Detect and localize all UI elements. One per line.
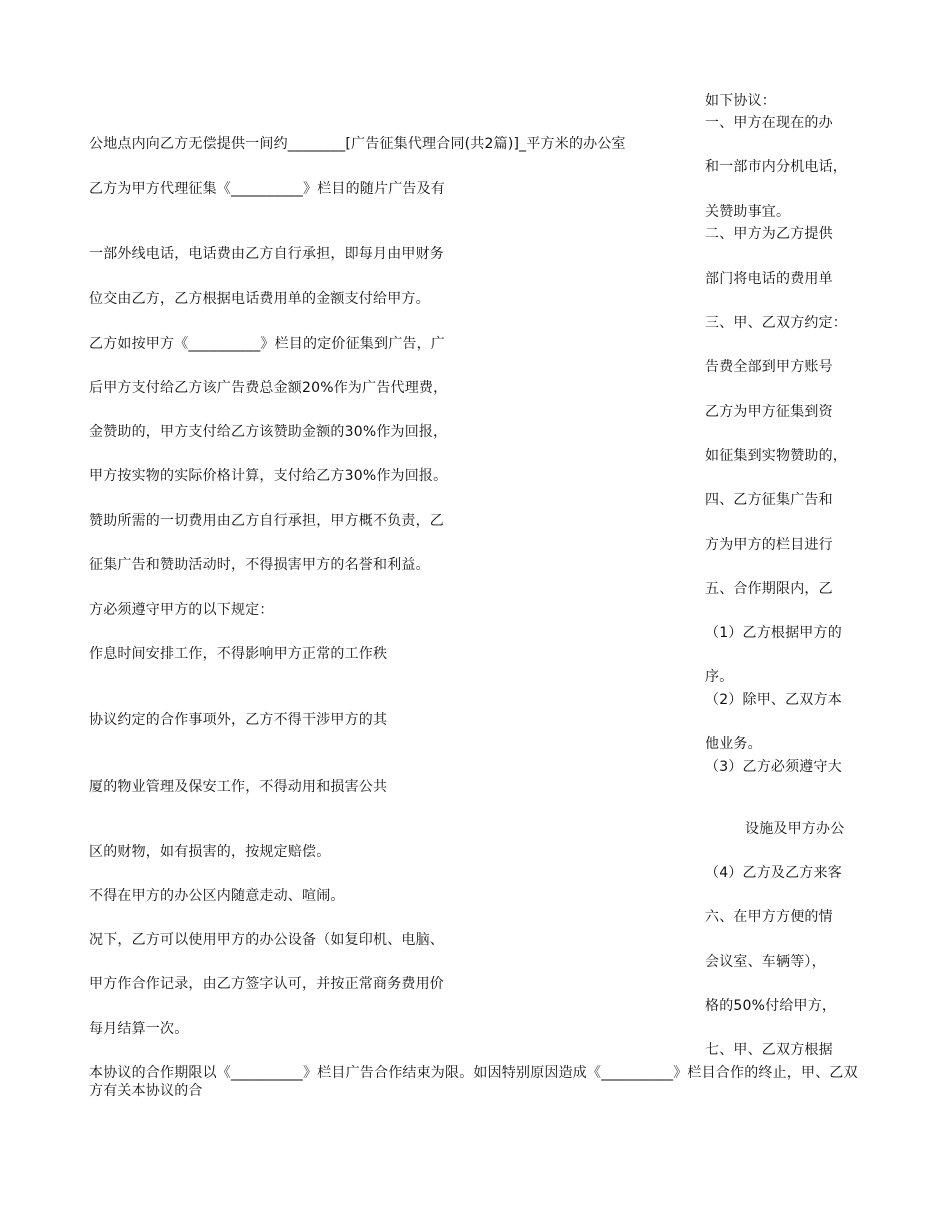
left-line-18: 甲方作合作记录，由乙方签字认可，并按正常商务费用价 [89,976,444,992]
right-line-17: 他业务。 [705,736,762,752]
right-line-19: 设施及甲方办公 [745,821,845,837]
left-line-11: 方必须遵守甲方的以下规定： [89,602,274,618]
left-line-19: 每月结算一次。 [89,1021,189,1037]
right-line-3: 和一部市内分机电话， [705,159,847,175]
left-line-8: 甲方按实物的实际价格计算，支付给乙方30%作为回报。 [89,468,448,484]
right-line-4: 关赞助事宜。 [705,204,791,220]
right-line-15: 序。 [705,669,734,685]
right-line-9: 乙方为甲方征集到资 [705,404,833,420]
right-line-1: 如下协议： [705,93,776,109]
left-line-20: 本协议的合作期限以《__________》栏目广告合作结束为限。如因特别原因造成《__________》栏目合作的终止，甲、乙双方有关本协议的合 [89,1065,858,1099]
right-line-8: 告费全部到甲方账号 [705,359,833,375]
right-line-12: 方为甲方的栏目进行 [705,537,833,553]
left-line-1: 公地点内向乙方无偿提供一间约________[广告征集代理合同(共2篇)]_平方米的办公室 [89,136,626,152]
left-line-13: 协议约定的合作事项外，乙方不得干涉甲方的其 [89,712,388,728]
left-line-17: 况下，乙方可以使用甲方的办公设备（如复印机、电脑、 [89,932,444,948]
right-line-6: 部门将电话的费用单 [705,271,833,287]
right-line-14: （1）乙方根据甲方的 [705,625,842,641]
right-line-2: 一、甲方在现在的办 [705,115,833,131]
right-line-21: 六、在甲方方便的情 [705,909,833,925]
right-line-24: 七、甲、乙双方根据 [705,1042,833,1058]
left-line-16: 不得在甲方的办公区内随意走动、喧闹。 [89,888,345,904]
left-line-4: 位交由乙方，乙方根据电话费用单的金额支付给甲方。 [89,291,430,307]
right-line-10: 如征集到实物赞助的， [705,448,847,464]
left-line-2: 乙方为甲方代理征集《__________》栏目的随片广告及有 [89,181,445,197]
left-line-3: 一部外线电话，电话费由乙方自行承担，即每月由甲财务 [89,246,444,262]
left-line-6: 后甲方支付给乙方该广告费总金额20%作为广告代理费， [89,380,448,396]
left-line-14: 厦的物业管理及保安工作，不得动用和损害公共 [89,779,388,795]
right-line-7: 三、甲、乙双方约定： [705,315,847,331]
left-line-15: 区的财物，如有损害的，按规定赔偿。 [89,844,331,860]
left-line-7: 金赞助的，甲方支付给乙方该赞助金额的30%作为回报， [89,424,448,440]
left-line-12: 作息时间安排工作，不得影响甲方正常的工作秩 [89,646,388,662]
right-line-22: 会议室、车辆等）， [705,954,826,970]
right-line-13: 五、合作期限内，乙 [705,581,833,597]
left-line-9: 赞助所需的一切费用由乙方自行承担，甲方概不负责，乙 [89,513,444,529]
left-line-10: 征集广告和赞助活动时，不得损害甲方的名誉和利益。 [89,557,430,573]
right-line-16: （2）除甲、乙双方本 [705,692,842,708]
right-line-5: 二、甲方为乙方提供 [705,226,833,242]
right-line-23: 格的50%付给甲方， [705,998,837,1014]
right-line-20: （4）乙方及乙方来客 [705,865,842,881]
right-line-18: （3）乙方必须遵守大 [705,759,842,775]
left-line-5: 乙方如按甲方《__________》栏目的定价征集到广告，广 [89,336,445,352]
right-line-11: 四、乙方征集广告和 [705,492,833,508]
